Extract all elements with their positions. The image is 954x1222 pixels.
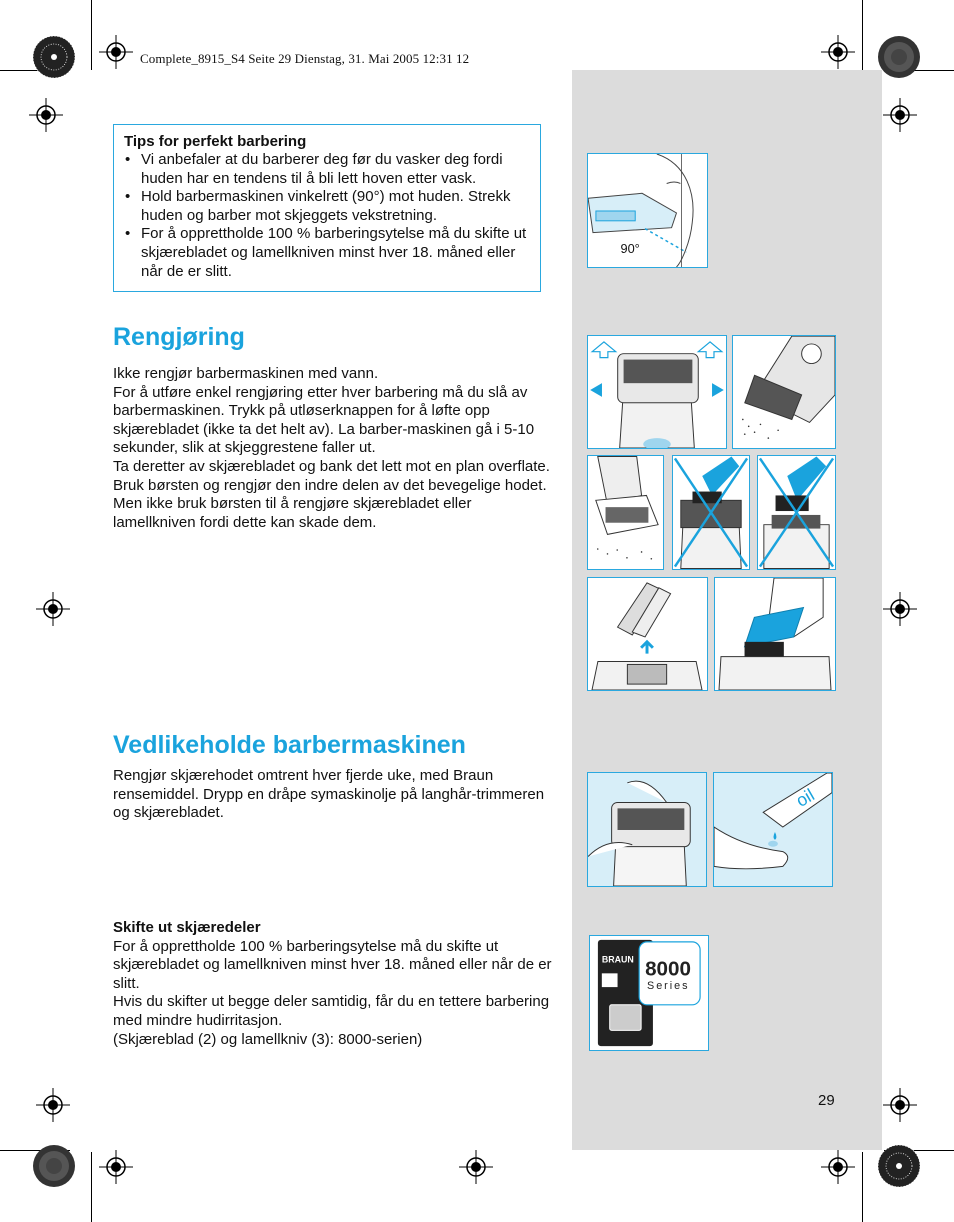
tips-item: • Vi anbefaler at du barberer deg før du vasker deg fordi huden har en tendens til å bli lett hoven etter vask. [124, 151, 530, 188]
figure-no-brush-foil [672, 455, 750, 570]
figure-release-foil [587, 335, 727, 449]
tips-box [113, 124, 541, 292]
figure-clean-shaver-head [587, 772, 707, 887]
parts-paragraph: For å opprettholde 100 % barberingsytelse må du skifte ut skjærebladet og lamellkniven minst hver 18. måned eller når de er slitt. [113, 937, 552, 992]
figure-replacement-pack [589, 935, 709, 1051]
parts-paragraph: Hvis du skifter ut begge deler samtidig, får du en tettere barbering med mindre hudirritasjon. [113, 993, 550, 1029]
crop-mark [862, 1152, 863, 1222]
tips-list [124, 151, 530, 281]
series-word: Series [647, 980, 690, 993]
registration-mark-icon [883, 592, 917, 626]
tips-item: • For å opprettholde 100 % barberingsytelse må du skifte ut skjærebladet og lamellkniven minst hver 18. måned eller når de er slitt. [124, 225, 530, 281]
series-number: 8000 [645, 957, 691, 981]
cleaning-heading: Rengjøring [113, 323, 245, 351]
brand-label: BRAUN [601, 954, 634, 965]
figure-no-brush-cutter [757, 455, 836, 570]
print-header: Complete_8915_S4 Seite 29 Dienstag, 31. Mai 2005 12:31 12 [140, 51, 470, 66]
color-rosette-icon [877, 35, 921, 79]
maintenance-paragraph: Rengjør skjærehodet omtrent hver fjerde uke, med Braun rensemiddel. Drypp en dråpe symaskinolje på langhår-trimmeren og skjærebladet. [113, 767, 545, 822]
registration-mark-icon [821, 1150, 855, 1184]
registration-mark-icon [883, 98, 917, 132]
tips-title: Tips for perfekt barbering [124, 133, 307, 150]
color-rosette-icon [32, 35, 76, 79]
figure-brush-head [714, 577, 836, 691]
page-number: 29 [818, 1092, 835, 1109]
cleaning-paragraph: Bruk børsten og rengjør den indre delen av det bevegelige hodet. [113, 476, 547, 494]
cleaning-paragraph: For å utføre enkel rengjøring etter hver barbering må du slå av barbermaskinen. Trykk på utløserknappen for å løfte opp skjærebladet (ikke ta det helt av). La barber-maskinen gå i 5-10 sekunder, slik at skjeggrestene faller ut. [113, 383, 535, 457]
registration-mark-icon [99, 1150, 133, 1184]
parts-text [113, 919, 553, 1049]
registration-mark-icon [36, 1088, 70, 1122]
parts-paragraph: (Skjæreblad (2) og lamellkniv (3): 8000-serien) [113, 1030, 423, 1048]
figure-tap-foil [587, 455, 664, 570]
figure-shaving-angle [587, 153, 708, 268]
color-rosette-icon [877, 1144, 921, 1188]
figure-remove-cutter [587, 577, 708, 691]
crop-mark [91, 1152, 92, 1222]
registration-mark-icon [99, 35, 133, 69]
registration-mark-icon [29, 98, 63, 132]
cleaning-paragraph: Men ikke bruk børsten til å rengjøre skjærebladet eller lamellkniven fordi dette kan skade dem. [113, 495, 472, 531]
registration-mark-icon [459, 1150, 493, 1184]
parts-title: Skifte ut skjæredeler [113, 919, 261, 936]
oil-label: oil [792, 784, 818, 811]
crop-mark [91, 0, 92, 70]
figure-oil-drop [713, 772, 833, 887]
cleaning-paragraph: Ta deretter av skjærebladet og bank det lett mot en plan overflate. [113, 457, 550, 475]
color-rosette-icon [32, 1144, 76, 1188]
registration-mark-icon [821, 35, 855, 69]
figure-shaver-running [732, 335, 836, 449]
cleaning-paragraph: Ikke rengjør barbermaskinen med vann. [113, 365, 379, 382]
crop-mark [862, 0, 863, 70]
maintenance-heading: Vedlikeholde barbermaskinen [113, 731, 466, 759]
angle-label: 90° [620, 241, 640, 257]
tips-item: • Hold barbermaskinen vinkelrett (90°) mot huden. Strekk huden og barber mot skjeggets vekstretning. [124, 188, 530, 225]
registration-mark-icon [883, 1088, 917, 1122]
cleaning-text [113, 365, 553, 532]
registration-mark-icon [36, 592, 70, 626]
